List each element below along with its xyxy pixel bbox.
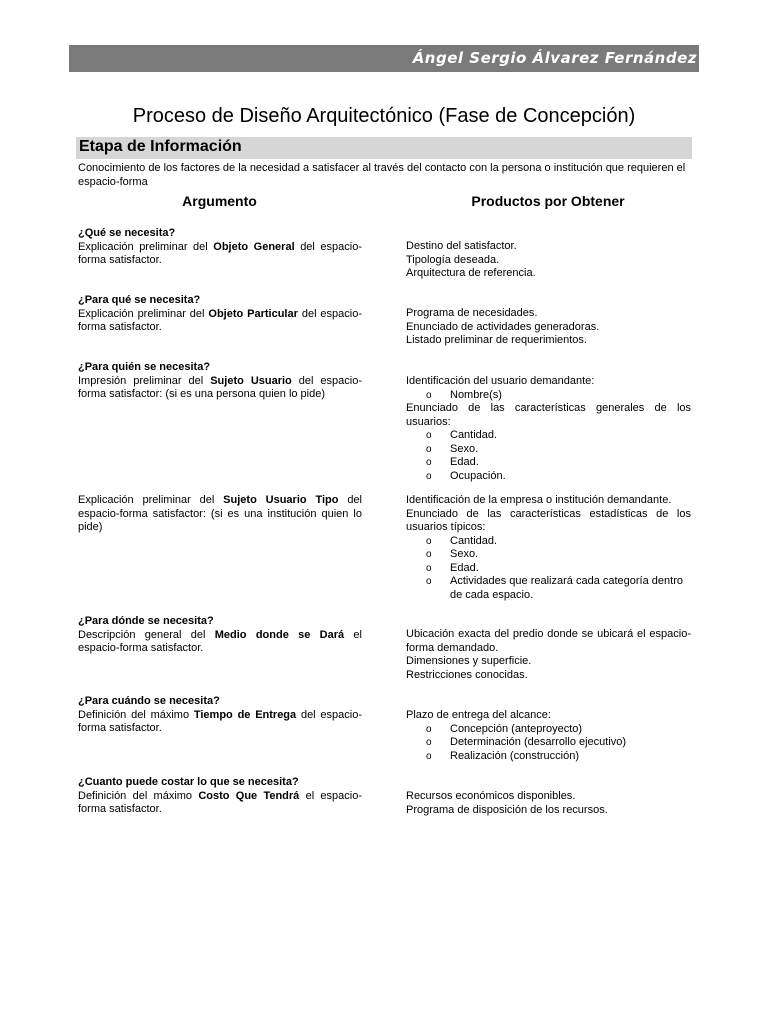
product-item: Identificación de la empresa o institución demandante. (406, 494, 672, 506)
product-item: Enunciado de las características estadísticas de los usuarios típicos: (406, 507, 691, 533)
bullet-mark: o (426, 470, 432, 482)
argument-description: Impresión preliminar del Sujeto Usuario del espacio-forma satisfactor: (si es una persona quien lo pide) (78, 374, 363, 400)
bullet-mark: o (426, 549, 432, 560)
argument-description: Explicación preliminar del Sujeto Usuario Tipo del espacio-forma satisfactor: (si es una institución quien lo pide) (78, 494, 362, 533)
argument-para-quien (78, 361, 362, 402)
argument-para-que (78, 294, 362, 335)
bullet-mark: o (426, 562, 432, 574)
stage-intro: Conocimiento de los factores de la necesidad a satisfacer al través del contacto con la persona o institución que requieren el espacio-forma (78, 162, 686, 188)
product-item: Dimensiones y superficie. (406, 655, 532, 667)
bullet-mark: o (426, 389, 432, 401)
argument-description: Explicación preliminar del Objeto Particular del espacio-forma satisfactor. (78, 307, 363, 333)
products-para-que (406, 307, 691, 348)
argument-para-donde (78, 615, 362, 656)
bullet-item: o Realización (construcción) (426, 749, 579, 762)
bullet-item: o Cantidad. (426, 534, 498, 547)
products-que (406, 240, 691, 281)
bullet-item: o Sexo. (426, 442, 479, 455)
bullet-item: o Nombre(s) (426, 388, 502, 401)
bullet-item: o Concepción (anteproyecto) (426, 722, 583, 735)
question-heading: ¿Cuanto puede costar lo que se necesita? (78, 776, 299, 788)
product-item: Ubicación exacta del predio donde se ubicará el espacio-forma demandado. (406, 628, 691, 654)
bullet-item: o Sexo. (426, 548, 479, 560)
bullet-mark: o (426, 750, 432, 762)
column-header-argumento: Argumento (182, 193, 257, 209)
products-usuario-tipo (406, 494, 691, 602)
argument-description: Definición del máximo Costo Que Tendrá el espacio-forma satisfactor. (78, 789, 362, 815)
products-costo (406, 790, 691, 817)
product-item: Programa de disposición de los recursos. (406, 803, 608, 816)
argument-description: Explicación preliminar del Objeto General del espacio-forma satisfactor. (78, 240, 363, 266)
question-heading: ¿Qué se necesita? (78, 227, 176, 239)
document-title: Proceso de Diseño Arquitectónico (Fase de Concepción) (132, 105, 636, 127)
bullet-item: o Actividades que realizará cada categoría dentro de cada espacio. (426, 575, 683, 601)
product-item: Identificación del usuario demandante: (406, 375, 595, 387)
argument-que (78, 227, 362, 268)
product-item: Tipología deseada. (406, 253, 500, 266)
bullet-mark: o (426, 535, 432, 547)
question-heading: ¿Para dónde se necesita? (78, 615, 214, 627)
argument-usuario-tipo (78, 494, 362, 535)
bullet-mark: o (426, 576, 432, 587)
question-heading: ¿Para cuándo se necesita? (78, 695, 220, 707)
question-heading: ¿Para qué se necesita? (78, 294, 201, 306)
bullet-item: o Edad. (426, 456, 479, 468)
question-heading: ¿Para quién se necesita? (78, 361, 211, 373)
products-para-cuando (406, 709, 691, 763)
bullet-item: o Ocupación. (426, 469, 506, 482)
product-item: Restricciones conocidas. (406, 668, 528, 681)
argument-description: Descripción general del Medio donde se Dará el espacio-forma satisfactor. (78, 628, 362, 654)
product-item: Destino del satisfactor. (406, 240, 517, 252)
bullet-mark: o (426, 443, 432, 455)
product-item: Arquitectura de referencia. (406, 267, 536, 279)
argument-para-cuando (78, 695, 362, 736)
product-item: Enunciado de actividades generadoras. (406, 320, 600, 333)
product-item: Listado preliminar de requerimientos. (406, 334, 587, 346)
product-item: Enunciado de las características generales de los usuarios: (406, 402, 691, 428)
author-name: Ángel Sergio Álvarez Fernández (412, 49, 697, 67)
argument-description: Definición del máximo Tiempo de Entrega del espacio-forma satisfactor. (78, 708, 362, 734)
product-item: Recursos económicos disponibles. (406, 790, 576, 802)
bullet-mark: o (426, 737, 432, 748)
bullet-mark: o (426, 430, 432, 441)
bullet-item: o Determinación (desarrollo ejecutivo) (426, 736, 627, 748)
argument-costo (78, 776, 362, 817)
products-para-donde (406, 628, 691, 682)
column-header-productos: Productos por Obtener (471, 193, 625, 209)
header-bar (69, 45, 699, 72)
bullet-item: o Cantidad. (426, 429, 498, 441)
bullet-mark: o (426, 457, 432, 468)
bullet-mark: o (426, 723, 432, 735)
stage-title: Etapa de Información (79, 138, 242, 155)
product-item: Plazo de entrega del alcance: (406, 709, 551, 721)
stage-heading-bar (76, 137, 692, 159)
product-item: Programa de necesidades. (406, 307, 538, 319)
products-para-quien (406, 375, 691, 483)
bullet-item: o Edad. (426, 561, 479, 574)
